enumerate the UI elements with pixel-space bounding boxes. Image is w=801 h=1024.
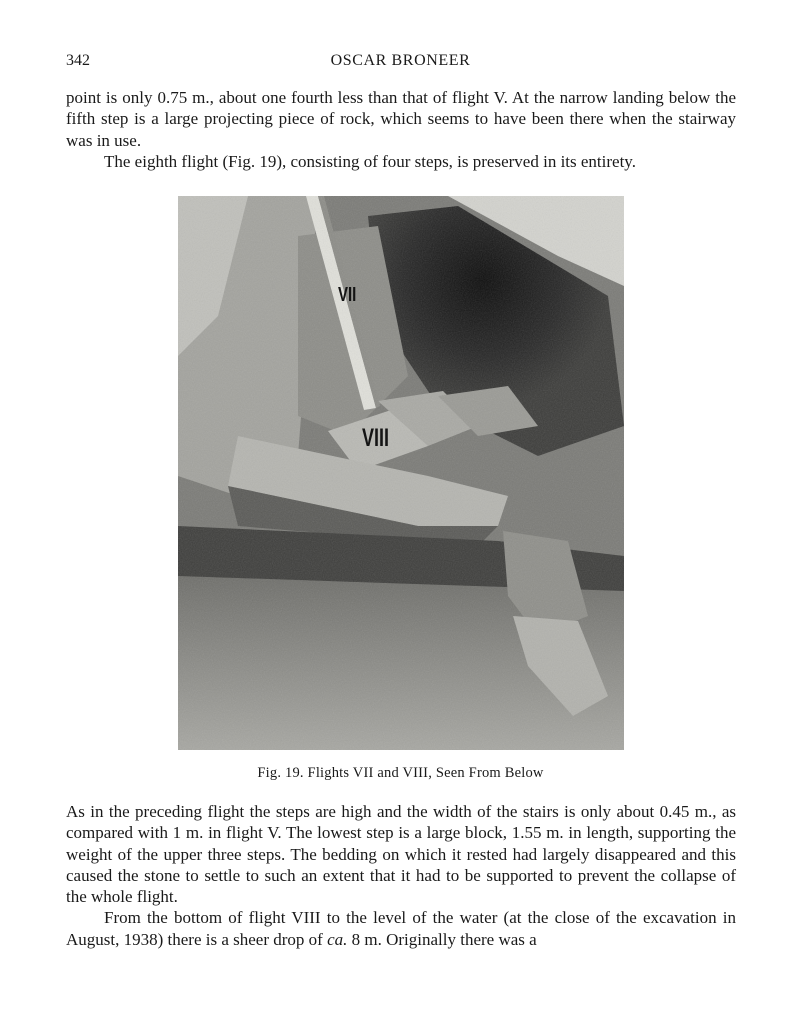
figure-photograph — [178, 196, 624, 750]
paragraph-italic-text: ca. — [327, 929, 348, 949]
paragraph-text: From the bottom of flight VIII to the level of the water (at the close of the excavation in August, 1938) there is a sheer drop of — [66, 908, 736, 949]
photo-label-vii: VII — [338, 284, 357, 306]
stairway-photo — [178, 196, 624, 750]
figure-caption: Fig. 19. Flights VII and VIII, Seen From Below — [257, 765, 544, 781]
photo-label-viii: VIII — [362, 424, 390, 452]
running-head — [66, 52, 735, 74]
paragraph: As in the preceding flight the steps are high and the width of the stairs is only about 0.45 m., as compared with 1 m. in flight V. The lowest step is a large block, 1.55 m. in length, supporting the weight of the upper three steps. The bedding on which it rested had largely disappeared and this caused the stone to settle to such an extent that it had to be supported to prevent the collapse of the whole flight. — [66, 802, 736, 907]
paragraph: point is only 0.75 m., about one fourth less than that of flight V. At the narrow landing below the fifth step is a large projecting piece of rock, which seems to have been there when the stairway was in use. — [66, 88, 736, 150]
running-title: OSCAR BRONEER — [330, 52, 471, 69]
paragraph-text: 8 m. Originally there was a — [347, 929, 537, 949]
paragraph — [66, 907, 736, 950]
paragraph: The eighth flight (Fig. 19), consisting of four steps, is preserved in its entirety. — [104, 151, 636, 171]
page-number: 342 — [66, 52, 90, 69]
body-text-top — [66, 87, 736, 172]
body-text-bottom — [66, 801, 736, 950]
